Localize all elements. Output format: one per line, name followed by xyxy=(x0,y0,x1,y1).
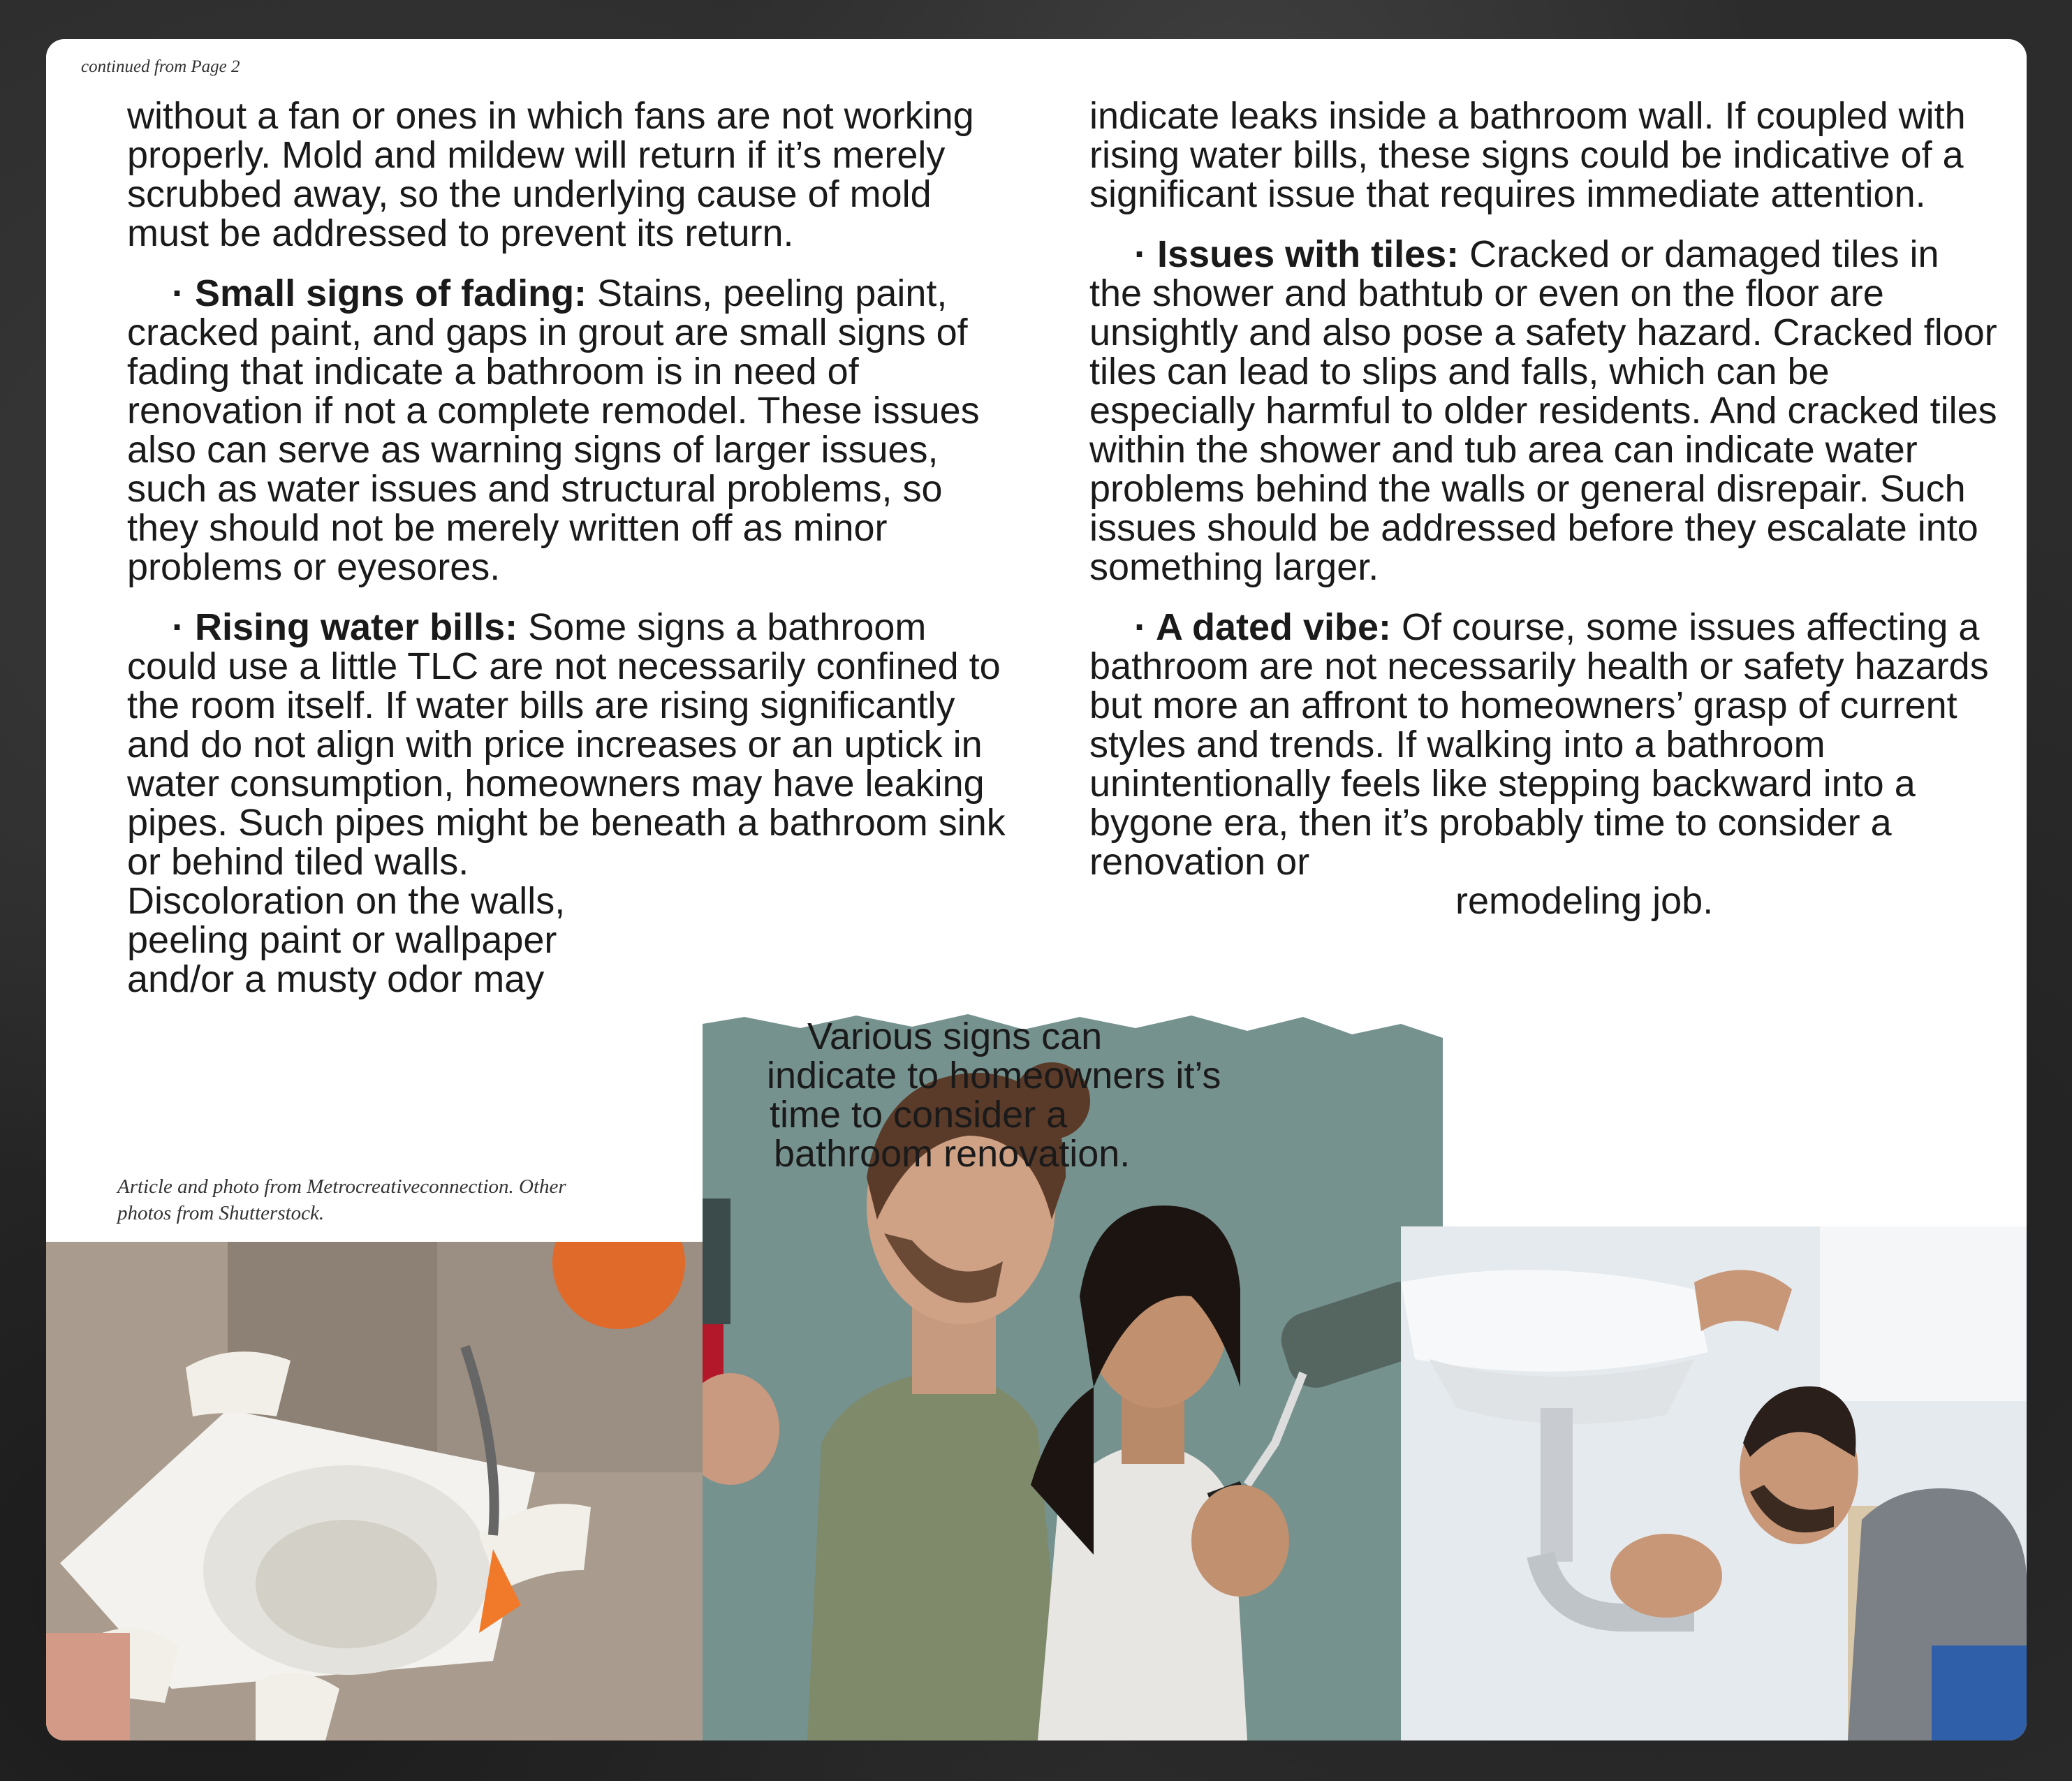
vibe-heading: A dated vibe: xyxy=(1155,606,1392,648)
bullet-glyph: · xyxy=(172,606,195,648)
right-intro-paragraph: indicate leaks inside a bathroom wall. If coupled with rising water bills, these signs could be indicative of a significant issue that requires immediate attention. xyxy=(1089,95,1966,215)
left-column xyxy=(127,96,1021,999)
tiles-paragraph xyxy=(1089,235,1997,587)
discoloration-line-3: and/or a musty odor may xyxy=(127,958,545,1000)
sink-repair-photo xyxy=(1401,1226,2027,1740)
caption-line-3: time to consider a xyxy=(770,1094,1068,1136)
fading-body: Stains, peeling paint, cracked paint, and gaps in grout are small signs of fading that indicate a bathroom is in need of renovation if not a complete remodel. These issues also can serve as warning signs of larger issues, such as water issues and structural problems, so they should not be merely written off as minor problems or eyesores. xyxy=(127,272,980,588)
bills-body: Some signs a bathroom could use a little TLC are not necessarily confined to the room itself. If water bills are rising significantly and do not align with price increases or an uptick in water consumption, homeowners may have leaking pipes. Such pipes might be beneath a bathroom sink or behind tiled walls. xyxy=(127,606,1006,883)
bullet-glyph: · xyxy=(1134,606,1156,648)
bullet-glyph: · xyxy=(172,272,195,314)
fading-heading: Small signs of fading: xyxy=(195,272,587,314)
fading-paragraph xyxy=(127,274,1021,587)
toilet-illustration xyxy=(46,1242,717,1740)
bullet-glyph: · xyxy=(1134,233,1157,275)
credit-line-1: Article and photo from Metrocreativeconnection. Other xyxy=(117,1175,566,1198)
vibe-paragraph xyxy=(1089,608,1997,881)
vibe-end-line: remodeling job. xyxy=(1455,880,1714,922)
caption-line-2: indicate to homeowners it’s xyxy=(767,1055,1221,1097)
photo-credit xyxy=(117,1173,648,1226)
continued-note: continued from Page 2 xyxy=(81,57,240,76)
discoloration-line-1: Discoloration on the walls, xyxy=(127,880,566,922)
bills-paragraph xyxy=(127,608,1021,881)
vibe-body: Of course, some issues affecting a bathroom are not necessarily health or safety hazards but more an affront to homeowners’ grasp of current styles and trends. If walking into a bathroom unintentionally feels like stepping backward into a bygone era, then it’s probably time to consider a renovation or xyxy=(1089,606,1989,883)
article-page xyxy=(46,39,2027,1740)
credit-line-2: photos from Shutterstock. xyxy=(117,1202,325,1224)
photo-caption xyxy=(767,1017,1256,1173)
tiles-body: Cracked or damaged tiles in the shower and bathtub or even on the floor are unsightly and also pose a safety hazard. Cracked floor tiles can lead to slips and falls, which can be especially harmful to older residents. And cracked tiles within the shower and tub area can indicate water problems behind the walls or general disrepair. Such issues should be addressed before they escalate into something larger. xyxy=(1089,233,1997,588)
sink-illustration xyxy=(1401,1226,2027,1740)
toilet-install-photo xyxy=(46,1242,717,1740)
left-intro-paragraph: without a fan or ones in which fans are not working properly. Mold and mildew will return if it’s merely scrubbed away, so the underlying cause of mold must be addressed to prevent its return. xyxy=(127,95,974,254)
caption-line-1: Various signs can xyxy=(807,1016,1103,1057)
caption-line-4: bathroom renovation. xyxy=(774,1133,1131,1175)
discoloration-line-2: peeling paint or wallpaper xyxy=(127,919,557,961)
tiles-heading: Issues with tiles: xyxy=(1157,233,1460,275)
bills-heading: Rising water bills: xyxy=(195,606,518,648)
right-column xyxy=(1089,96,1997,921)
